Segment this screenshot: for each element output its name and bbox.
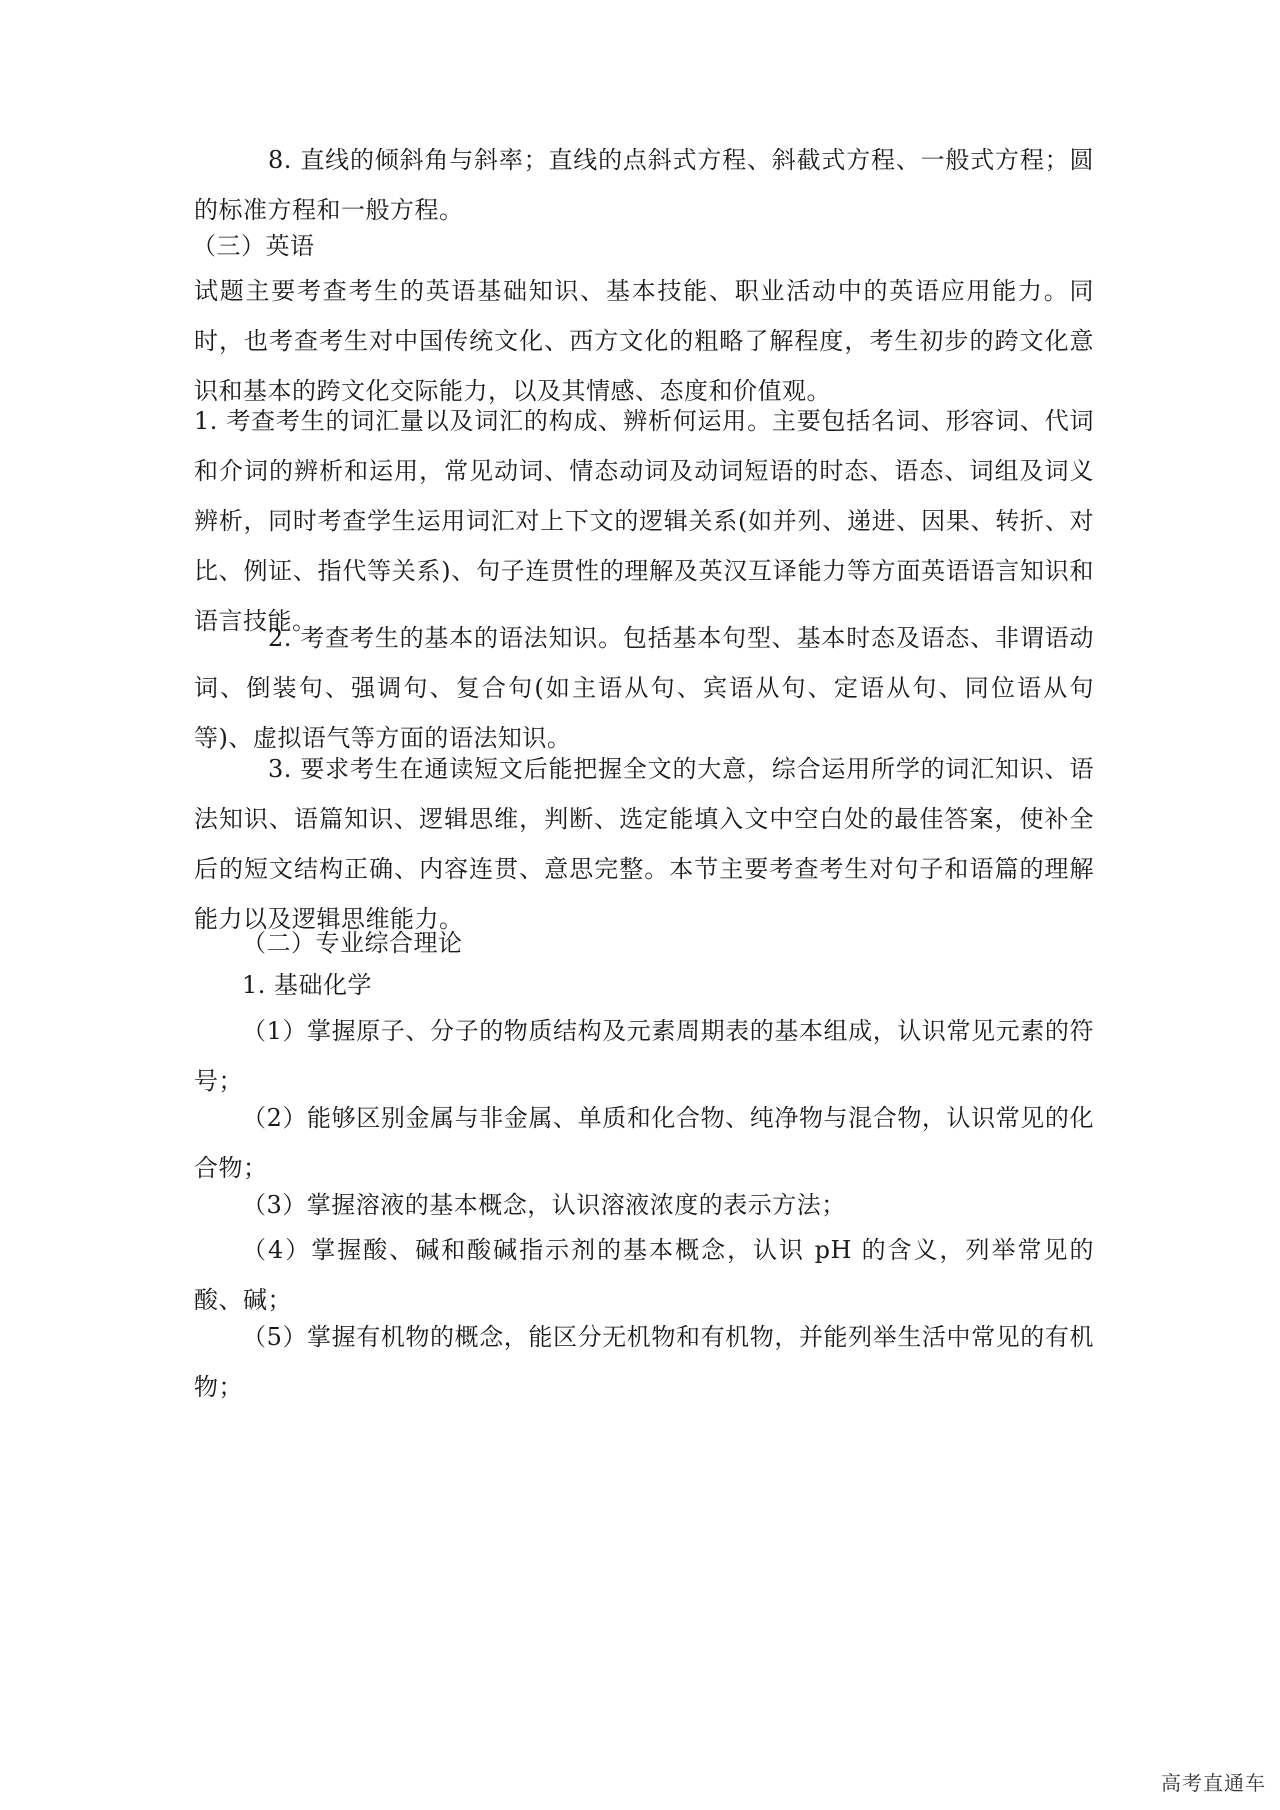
section-heading-professional-theory: （二）专业综合理论 bbox=[242, 929, 463, 957]
list-item-chem-4: （4）掌握酸、碱和酸碱指示剂的基本概念，认识 pH 的含义，列举常见的酸、碱； bbox=[194, 1236, 1094, 1314]
list-item-chem-2: （2）能够区别金属与非金属、单质和化合物、纯净物与混合物，认识常见的化合物； bbox=[194, 1104, 1094, 1182]
paragraph-vocabulary: 1. 考查考生的词汇量以及词汇的构成、辨析何运用。主要包括名词、形容词、代词和介词的辨析和运用，常见动词、情态动词及动词短语的时态、语态、词组及词义辨析，同时考查学生运用词汇对上下文的逻辑关系(如并列、递进、因果、转折、对比、例证、指代等关系)、句子连贯性的理解及英汉互译能力等方面英语语言知识和语言技能。 bbox=[194, 407, 1094, 635]
paragraph-grammar: 2. 考查考生的基本的语法知识。包括基本句型、基本时态及语态、非谓语动词、倒装句、强调句、复合句(如主语从句、宾语从句、定语从句、同位语从句等)、虚拟语气等方面的语法知识。 bbox=[194, 624, 1094, 752]
list-item-chem-5: （5）掌握有机物的概念，能区分无机物和有机物，并能列举生活中常见的有机物； bbox=[194, 1323, 1094, 1401]
subheading-basic-chemistry: 1. 基础化学 bbox=[242, 971, 373, 999]
paragraph-english-intro: 试题主要考查考生的英语基础知识、基本技能、职业活动中的英语应用能力。同时，也考查考生对中国传统文化、西方文化的粗略了解程度，考生初步的跨文化意识和基本的跨文化交际能力，以及其情感、态度和价值观。 bbox=[194, 277, 1094, 405]
section-heading-english: （三）英语 bbox=[192, 232, 315, 260]
paragraph-cloze: 3. 要求考生在通读短文后能把握全文的大意，综合运用所学的词汇知识、语法知识、语篇知识、逻辑思维，判断、选定能填入文中空白处的最佳答案，使补全后的短文结构正确、内容连贯、意思完整。本节主要考查考生对句子和语篇的理解能力以及逻辑思维能力。 bbox=[194, 755, 1094, 933]
watermark-label: 高考直通车 bbox=[1161, 1771, 1266, 1795]
paragraph-line-equations: 8. 直线的倾斜角与斜率；直线的点斜式方程、斜截式方程、一般式方程；圆的标准方程和一般方程。 bbox=[194, 146, 1094, 224]
list-item-chem-1: （1）掌握原子、分子的物质结构及元素周期表的基本组成，认识常见元素的符号； bbox=[194, 1017, 1094, 1095]
list-item-chem-3: （3）掌握溶液的基本概念，认识溶液浓度的表示方法； bbox=[242, 1191, 846, 1219]
